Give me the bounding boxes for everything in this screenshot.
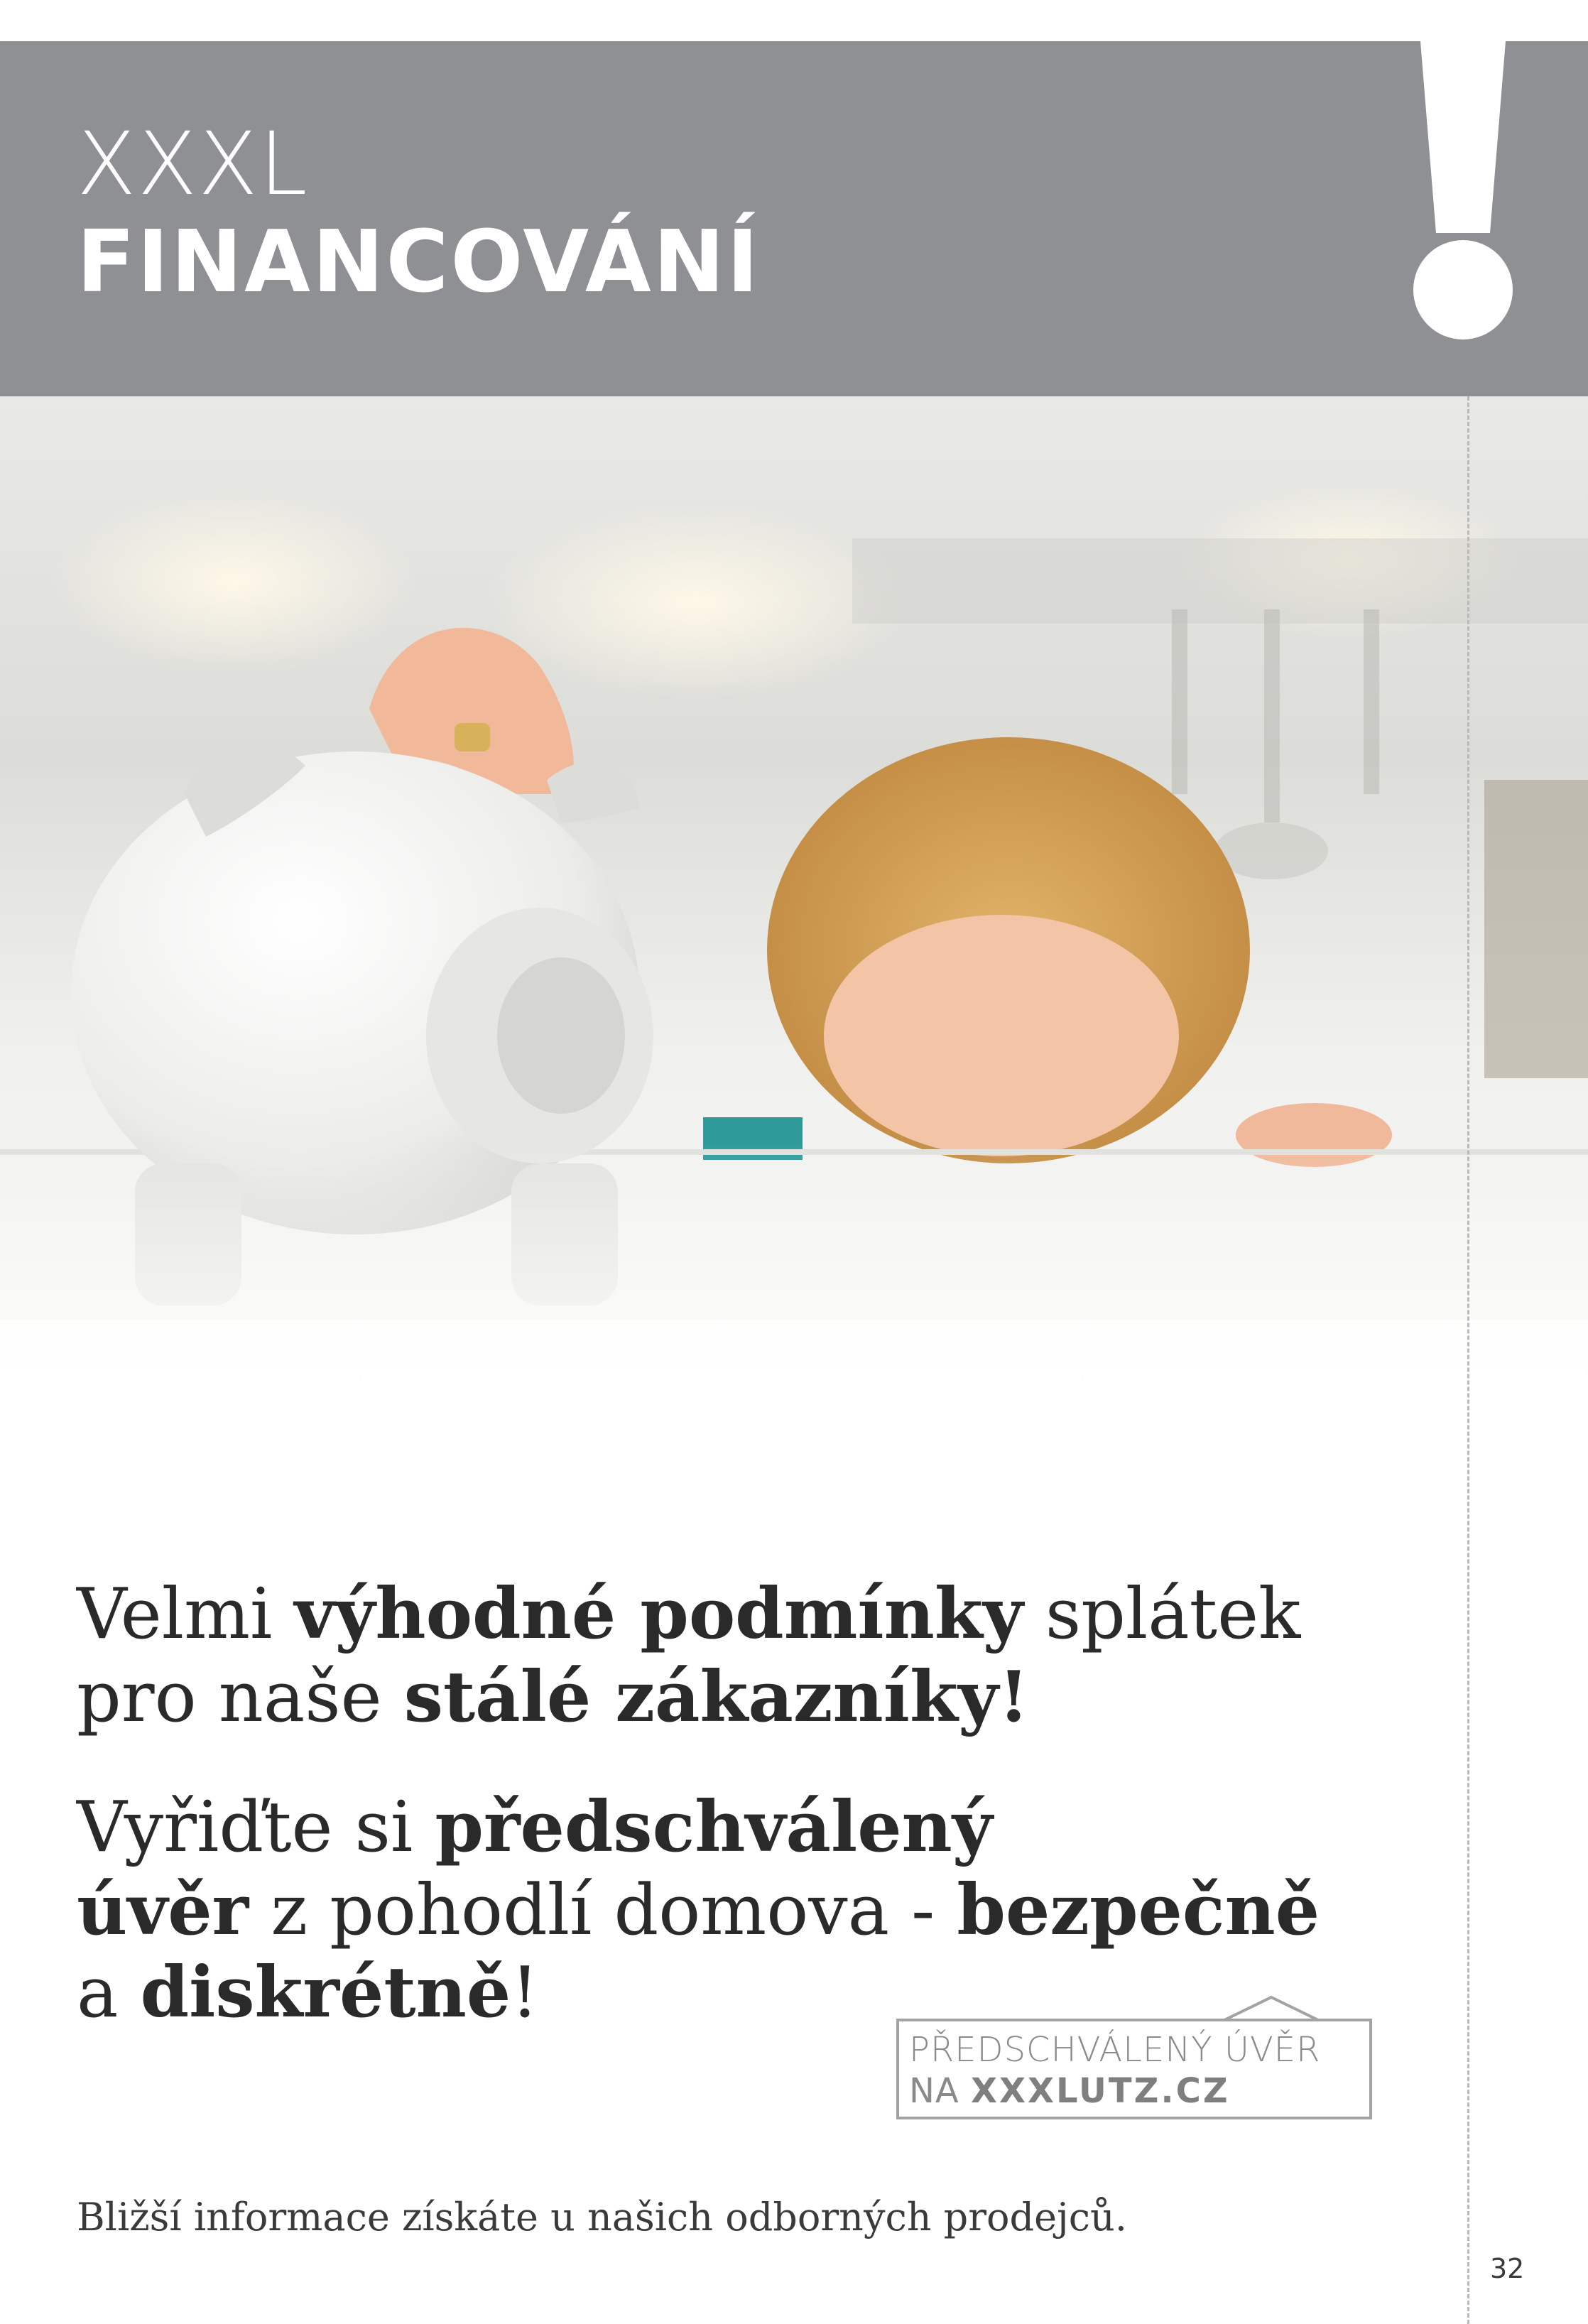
text-span: Velmi (77, 1574, 295, 1655)
page-number: 32 (1490, 2253, 1525, 2284)
badge-text-line1: PŘEDSCHVÁLENÝ ÚVĚR (909, 2030, 1321, 2070)
text-bold: stálé zákazníky! (403, 1656, 1029, 1738)
website-link[interactable]: XXXLUTZ.CZ (971, 2071, 1230, 2111)
text-span: z pohodlí domova - (249, 1869, 957, 1951)
text-span: NA (909, 2071, 971, 2111)
title-xxxl: XXXL (77, 114, 309, 215)
text-bold: výhodné podmínky (294, 1573, 1023, 1655)
text-bold: bezpečně (957, 1869, 1320, 1951)
margin-dashed-line (1467, 396, 1469, 2324)
text-span: splátek (1023, 1574, 1301, 1655)
headline-paragraph-1 (77, 1573, 1426, 1739)
text-bold: úvěr (77, 1869, 249, 1951)
title-financovani: FINANCOVÁNÍ (77, 213, 761, 312)
text-span: pro naše (77, 1656, 404, 1738)
text-span: ! (511, 1953, 539, 2034)
text-span: a (77, 1953, 141, 2034)
exclamation-icon (1406, 41, 1520, 354)
badge-text-line2 (909, 2071, 1230, 2111)
hero-photo (0, 396, 1588, 1426)
text-bold: předschválený (435, 1786, 993, 1868)
footer-note: Bližší informace získáte u našich odborných prodejců. (77, 2195, 1127, 2239)
text-span: Vyřiďte si (77, 1787, 435, 1868)
text-bold: diskrétně (140, 1952, 511, 2034)
